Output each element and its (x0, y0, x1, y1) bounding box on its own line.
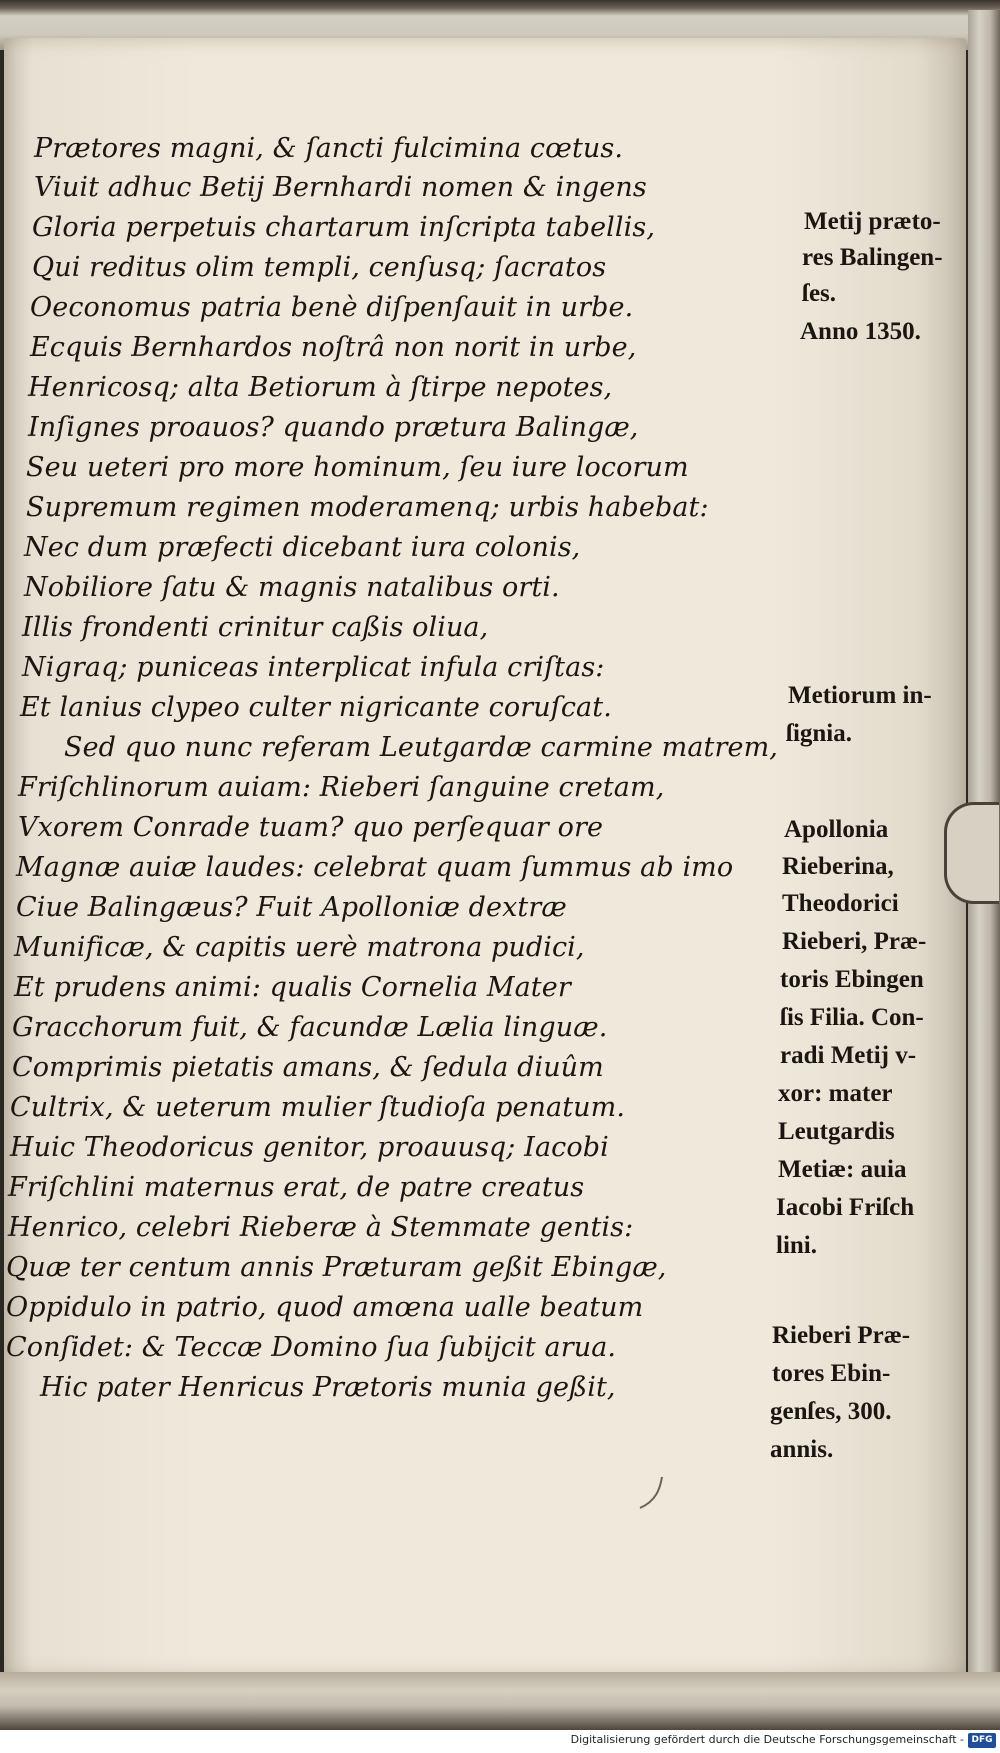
margin-note: Theodorici (782, 890, 899, 917)
margin-note: Rieberi Præ- (772, 1322, 911, 1349)
verse-line: Sed quo nunc referam Leutgardæ carmine matrem, (64, 732, 778, 763)
book-bottom-edge (0, 1672, 1000, 1730)
verse-line: Oeconomus patria benè diſpenſauit in urbe. (30, 292, 634, 323)
margin-note: radi Metij v- (780, 1042, 917, 1069)
verse-line: Friſchlinorum auiam: Rieberi ſanguine cretam, (18, 772, 665, 803)
margin-note: ſis Filia. Con- (780, 1004, 924, 1031)
verse-line: Illis frondenti crinitur caßis oliua, (22, 612, 489, 643)
page-tab-marker (944, 802, 999, 904)
verse-line: Gracchorum fuit, & facundæ Lælia linguæ. (12, 1012, 608, 1043)
verse-line: Cultrix, & ueterum mulier ſtudioſa penatum. (10, 1092, 626, 1123)
margin-note: xor: mater (778, 1080, 893, 1107)
margin-note: genſes, 300. (770, 1398, 892, 1425)
pen-mark-icon (636, 1475, 666, 1511)
margin-note: Apollonia (784, 816, 889, 843)
margin-note: ſignia. (786, 720, 852, 747)
verse-line: Vxorem Conrade tuam? quo perſequar ore (18, 812, 604, 843)
verse-line: Quæ ter centum annis Præturam geßit Ebingæ, (6, 1252, 667, 1283)
margin-note: Metij præto- (804, 208, 941, 235)
verse-line: Qui reditus olim templi, cenſusq; ſacratos (32, 252, 607, 283)
margin-note: ſes. (802, 280, 837, 307)
verse-line: Hic pater Henricus Prætoris munia geßit, (40, 1372, 616, 1403)
verse-line: Magnæ auiæ laudes: celebrat quam ſummus ab imo (16, 852, 734, 883)
margin-note: tores Ebin- (772, 1360, 891, 1387)
margin-note: Metiæ: auia (778, 1156, 907, 1183)
verse-line: Huic Theodoricus genitor, proauusq; Iacobi (10, 1132, 609, 1163)
margin-note: Rieberina, (782, 853, 894, 880)
verse-line: Gloria perpetuis chartarum inſcripta tabellis, (32, 212, 656, 243)
verse-line: Et prudens animi: qualis Cornelia Mater (14, 972, 571, 1003)
verse-line: Ciue Balingæus? Fuit Apolloniæ dextræ (16, 892, 567, 923)
verse-line: Munificæ, & capitis uerè matrona pudici, (14, 932, 585, 963)
margin-note: Rieberi, Præ- (782, 928, 927, 955)
verse-line: Seu ueteri pro more hominum, ſeu iure locorum (26, 452, 689, 483)
margin-note: lini. (776, 1232, 817, 1259)
margin-note: Metiorum in- (788, 682, 932, 709)
margin-note: res Balingen- (802, 244, 943, 271)
verse-line: Nobiliore ſatu & magnis natalibus orti. (24, 572, 560, 603)
verse-line: Nigraq; puniceas interplicat infula criſtas: (22, 652, 605, 683)
verse-line: Supremum regimen moderamenq; urbis habebat: (26, 492, 709, 523)
digitization-footer (0, 1730, 1000, 1753)
margin-note: toris Ebingen (780, 966, 924, 993)
verse-line: Viuit adhuc Betij Bernhardi nomen & ingens (34, 172, 647, 203)
verse-line: Prætores magni, & ſancti fulcimina cœtus. (34, 133, 624, 164)
verse-line: Conſidet: & Teccæ Domino ſua ſubijcit arua. (6, 1332, 617, 1363)
verse-line: Ecquis Bernhardos noſtrâ non norit in urbe, (30, 332, 637, 363)
margin-note: Anno 1350. (800, 318, 921, 345)
verse-line: Inſignes proauos? quando prætura Balingæ, (28, 412, 639, 443)
verse-line: Et lanius clypeo culter nigricante coruſcat. (20, 692, 612, 723)
dfg-logo: DFG (968, 1733, 996, 1748)
verse-line: Nec dum præfecti dicebant iura colonis, (24, 532, 581, 563)
margin-note: Iacobi Friſch (776, 1194, 915, 1221)
verse-line: Comprimis pietatis amans, & ſedula diuûm (12, 1052, 604, 1083)
verse-line: Oppidulo in patrio, quod amœna ualle beatum (6, 1292, 644, 1323)
footer-credit: Digitalisierung gefördert durch die Deutsche Forschungsgemeinschaft - (570, 1733, 964, 1746)
margin-note: annis. (770, 1436, 834, 1463)
verse-line: Henricosq; alta Betiorum à ſtirpe nepotes, (28, 372, 613, 403)
verse-line: Friſchlini maternus erat, de patre creatus (8, 1172, 585, 1203)
verse-line: Henrico, celebri Rieberæ à Stemmate gentis: (8, 1212, 634, 1243)
margin-note: Leutgardis (778, 1118, 895, 1145)
